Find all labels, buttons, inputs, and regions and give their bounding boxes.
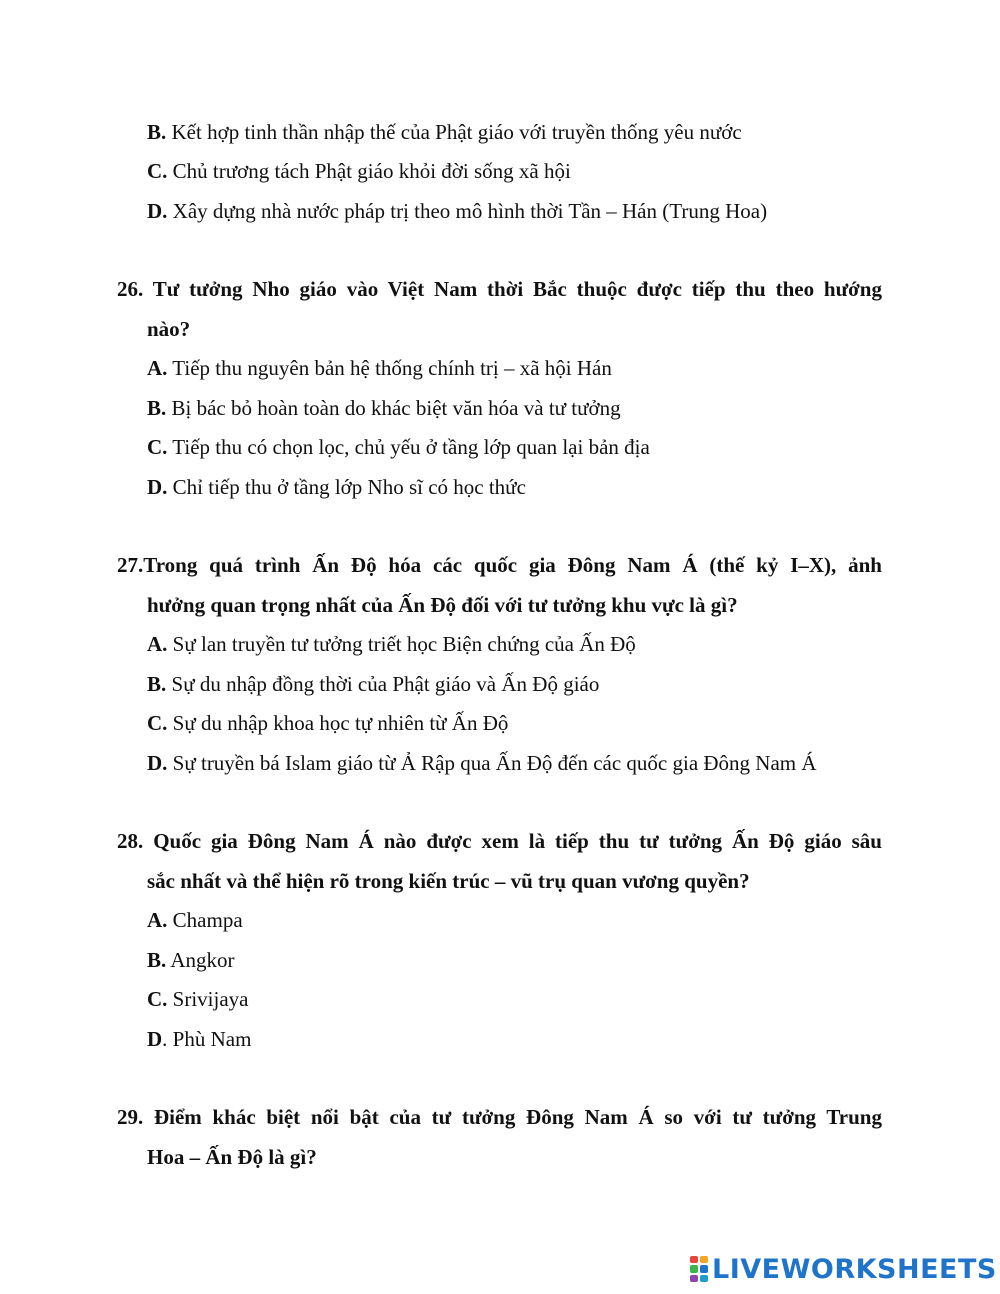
- q27-option-d[interactable]: D. Sự truyền bá Islam giáo từ Ả Rập qua Ấn Độ đến các quốc gia Đông Nam Á: [147, 751, 817, 775]
- q27-option-b[interactable]: B. Sự du nhập đồng thời của Phật giáo và Ấn Độ giáo: [147, 672, 600, 696]
- logo-block: [700, 1265, 708, 1272]
- q26-line2: nào?: [147, 316, 191, 341]
- q28-line2: sắc nhất và thể hiện rõ trong kiến trúc – vũ trụ quan vương quyền?: [147, 868, 750, 893]
- q25-option-b[interactable]: B. Kết hợp tinh thần nhập thế của Phật giáo với truyền thống yêu nước: [147, 120, 742, 144]
- q27-option-a[interactable]: A. Sự lan truyền tư tưởng triết học Biện chứng của Ấn Độ: [147, 632, 636, 656]
- q28-question: [117, 822, 882, 901]
- liveworksheets-logo[interactable]: [690, 1253, 997, 1285]
- q27-question: [117, 546, 882, 625]
- logo-block: [690, 1256, 698, 1263]
- q28-option-a[interactable]: A. Champa: [147, 908, 243, 932]
- q29-line2: Hoa – Ấn Độ là gì?: [147, 1144, 317, 1169]
- q28-option-b[interactable]: B. Angkor: [147, 948, 235, 972]
- q26-option-d[interactable]: D. Chỉ tiếp thu ở tầng lớp Nho sĩ có học thức: [147, 475, 526, 499]
- q26-option-a[interactable]: A. Tiếp thu nguyên bản hệ thống chính trị – xã hội Hán: [147, 356, 612, 380]
- q25-option-c[interactable]: C. Chủ trương tách Phật giáo khỏi đời sống xã hội: [147, 159, 571, 183]
- logo-block: [700, 1275, 708, 1282]
- q26-option-c[interactable]: C. Tiếp thu có chọn lọc, chủ yếu ở tầng lớp quan lại bản địa: [147, 435, 650, 459]
- q29-line1: 29. Điểm khác biệt nổi bật của tư tưởng Đông Nam Á so với tư tưởng Trung: [117, 1105, 882, 1129]
- q27-line2: hưởng quan trọng nhất của Ấn Độ đối với tư tưởng khu vực là gì?: [147, 592, 738, 617]
- q29-question: [117, 1098, 882, 1177]
- q28-line1: 28. Quốc gia Đông Nam Á nào được xem là tiếp thu tư tưởng Ấn Độ giáo sâu: [117, 829, 882, 853]
- q28-option-d[interactable]: D. Phù Nam: [147, 1027, 252, 1051]
- q26-option-b[interactable]: B. Bị bác bỏ hoàn toàn do khác biệt văn hóa và tư tưởng: [147, 396, 621, 420]
- q26-question: [117, 270, 882, 349]
- logo-block: [690, 1265, 698, 1272]
- logo-block: [700, 1256, 708, 1263]
- q26-line1: 26. Tư tưởng Nho giáo vào Việt Nam thời Bắc thuộc được tiếp thu theo hướng: [117, 277, 882, 301]
- q28-option-c[interactable]: C. Srivijaya: [147, 987, 249, 1011]
- q27-option-c[interactable]: C. Sự du nhập khoa học tự nhiên từ Ấn Độ: [147, 711, 509, 735]
- logo-block: [690, 1275, 698, 1282]
- logo-blocks-icon: [690, 1256, 708, 1282]
- q25-option-d[interactable]: D. Xây dựng nhà nước pháp trị theo mô hình thời Tần – Hán (Trung Hoa): [147, 199, 768, 223]
- logo-text: LIVEWORKSHEETS: [712, 1253, 997, 1285]
- q27-line1: 27.Trong quá trình Ấn Độ hóa các quốc gia Đông Nam Á (thế kỷ I–X), ảnh: [117, 553, 882, 577]
